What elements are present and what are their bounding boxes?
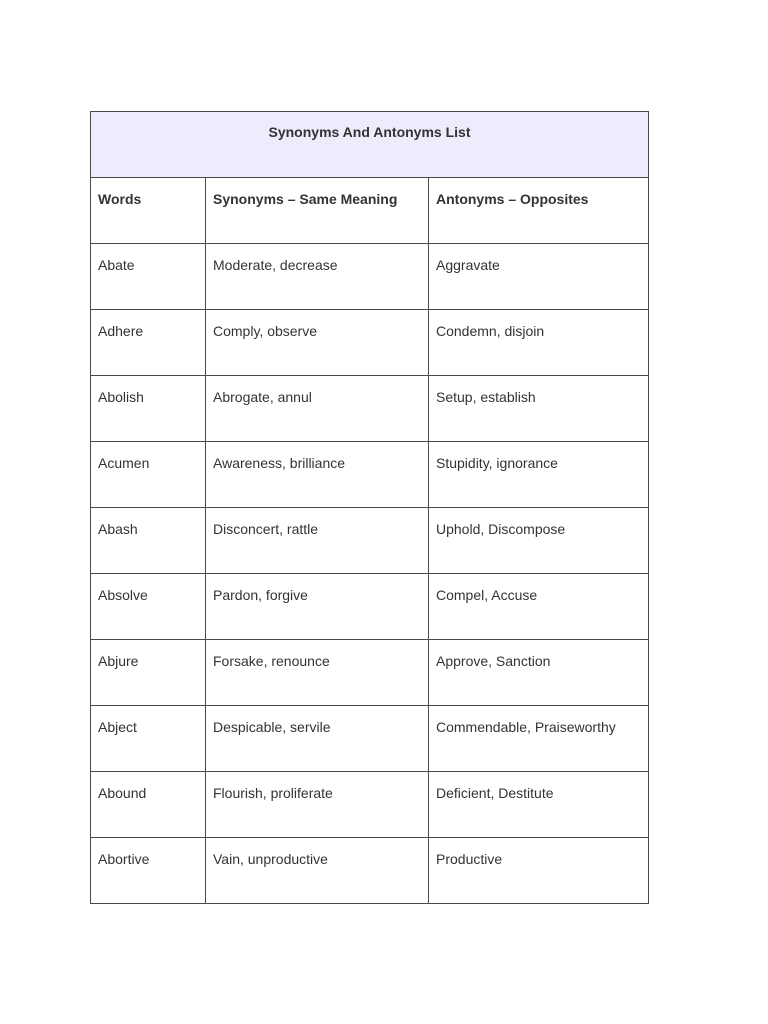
synonyms-cell: Forsake, renounce — [206, 640, 429, 706]
antonyms-cell: Stupidity, ignorance — [429, 442, 649, 508]
synonyms-cell: Disconcert, rattle — [206, 508, 429, 574]
word-cell: Abolish — [91, 376, 206, 442]
antonyms-cell: Condemn, disjoin — [429, 310, 649, 376]
antonyms-cell: Approve, Sanction — [429, 640, 649, 706]
table-row — [91, 442, 649, 508]
antonyms-cell: Aggravate — [429, 244, 649, 310]
table-row — [91, 640, 649, 706]
column-header-synonyms: Synonyms – Same Meaning — [206, 178, 429, 244]
synonyms-cell: Awareness, brilliance — [206, 442, 429, 508]
word-cell: Abate — [91, 244, 206, 310]
table-row — [91, 508, 649, 574]
antonyms-cell: Setup, establish — [429, 376, 649, 442]
table-title: Synonyms And Antonyms List — [91, 112, 649, 178]
antonyms-cell: Productive — [429, 838, 649, 904]
word-cell: Abash — [91, 508, 206, 574]
word-cell: Acumen — [91, 442, 206, 508]
antonyms-cell: Compel, Accuse — [429, 574, 649, 640]
word-cell: Abound — [91, 772, 206, 838]
table-row — [91, 376, 649, 442]
synonyms-cell: Abrogate, annul — [206, 376, 429, 442]
word-cell: Adhere — [91, 310, 206, 376]
word-cell: Abject — [91, 706, 206, 772]
antonyms-cell: Commendable, Praiseworthy — [429, 706, 649, 772]
word-cell: Absolve — [91, 574, 206, 640]
synonyms-cell: Pardon, forgive — [206, 574, 429, 640]
table-title-row — [91, 112, 649, 178]
table-row — [91, 706, 649, 772]
synonyms-cell: Comply, observe — [206, 310, 429, 376]
table-row — [91, 838, 649, 904]
synonyms-cell: Flourish, proliferate — [206, 772, 429, 838]
synonyms-cell: Vain, unproductive — [206, 838, 429, 904]
table-row — [91, 574, 649, 640]
synonyms-antonyms-table — [90, 111, 649, 904]
antonyms-cell: Uphold, Discompose — [429, 508, 649, 574]
word-cell: Abjure — [91, 640, 206, 706]
antonyms-cell: Deficient, Destitute — [429, 772, 649, 838]
table-row — [91, 244, 649, 310]
table-row — [91, 772, 649, 838]
word-cell: Abortive — [91, 838, 206, 904]
table-header-row — [91, 178, 649, 244]
synonyms-cell: Despicable, servile — [206, 706, 429, 772]
synonyms-cell: Moderate, decrease — [206, 244, 429, 310]
table-row — [91, 310, 649, 376]
column-header-words: Words — [91, 178, 206, 244]
column-header-antonyms: Antonyms – Opposites — [429, 178, 649, 244]
